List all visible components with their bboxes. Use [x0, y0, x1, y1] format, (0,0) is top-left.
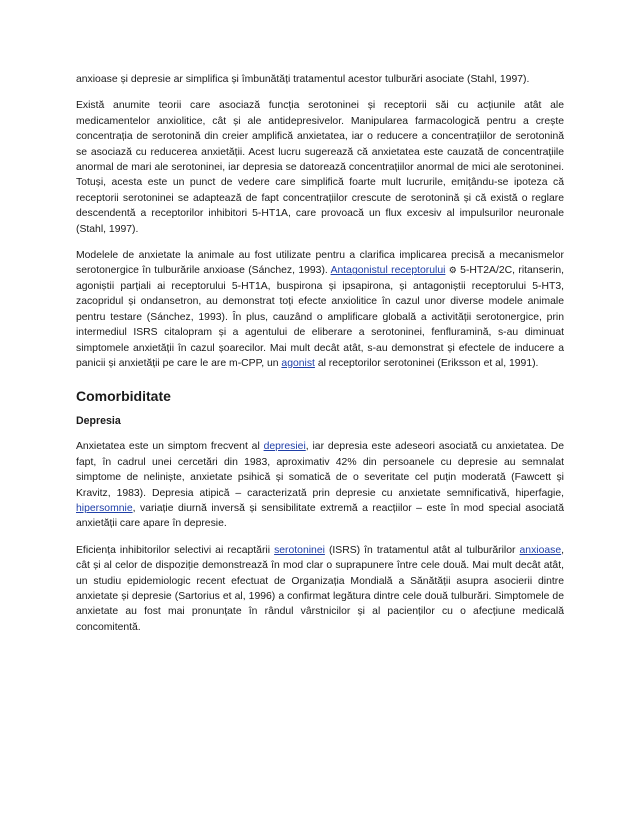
text-segment: (ISRS) în tratamentul atât al tulburărilor	[324, 544, 520, 556]
paragraph-1: anxioase și depresie ar simplifica și îmbunătăți tratamentul acestor tulburări asociate (Stahl, 1997).	[76, 74, 530, 85]
link-depresiei[interactable]: depresiei	[263, 441, 306, 453]
link-anxioase[interactable]: anxioase	[519, 544, 562, 556]
paragraph-4	[76, 439, 564, 531]
heading-depresia: Depresia	[76, 415, 121, 428]
gear-icon: ⚙	[448, 265, 457, 276]
heading-comorbiditate: Comorbiditate	[76, 388, 171, 405]
link-hipersomnie[interactable]: hipersomnie	[76, 502, 133, 514]
paragraph-2: Există anumite teorii care asociază funcția serotoninei și receptorii săi cu acțiunile atât ale medicamentelor anxiolitice, cât și ale antidepresivelor. Manipularea farmacologică pentru a crește concentrația de serotonină din creier amplifică anxietatea, iar o reducere a concentrațiilor de serotonină se asociază cu reducerea anxietății. Acest lucru sugerează că anxietatea este cauzată de concentrațiile anormal de mari ale serotoninei, iar depresia se datorează concentrațiilor anormal de mici ale serotoninei. Totuși, acesta este un punct de vedere care simplifică foarte mult lucrurile, emițându-se ipoteza că receptorii serotoninei se adaptează de fapt concentrațiilor crescute de serotonină și că există o reglare descendentă a receptorilor inhibitori 5-HT1A, care provoacă un flux excesiv al impulsurilor neuronale (Stahl, 1997).	[76, 100, 564, 235]
text-segment: , cât și al celor de dispoziție demonstrează în mod clar o suprapunere între cele două. Mai mult decât atât, un studiu epidemiologic recent efectuat de Organizația Mondială a Sănătății asupra asocierii dintre anxietate și depresie (Sartorius et al, 1996) a confirmat legătura dintre cele două tulburări. Simptomele de anxietate au fost mai pronunțate în rândul vârstnicilor și al pacienților cu o afecțiune medicală concomitentă.	[76, 544, 565, 633]
link-serotoninei[interactable]: serotoninei	[274, 544, 325, 556]
paragraph-3	[76, 248, 564, 371]
link-antagonistul-receptorului[interactable]: Antagonistul receptorului	[330, 265, 446, 277]
text-segment: Anxietatea este un simptom frecvent al	[76, 441, 264, 453]
text-segment: , variație diurnă inversă și sensibilitate extremă a reacțiilor – este în mod special asociată anxietății care apare în depresie.	[76, 502, 564, 530]
document-page	[76, 72, 564, 646]
link-agonist[interactable]: agonist	[281, 357, 315, 369]
text-segment: Eficiența inhibitorilor selectivi ai recaptării	[76, 544, 275, 556]
text-segment: Modelele de anxietate la animale au fost utilizate pentru a clarifica implicarea precisă a mecanismelor serotonergice în tulburările anxioase (Sánchez, 1993).	[76, 250, 564, 277]
text-segment: al receptorilor serotoninei (Eriksson et al, 1991).	[314, 357, 539, 369]
text-segment: , iar depresia este adeseori asociată cu anxietatea. De fapt, în cadrul unei cercetări din 1983, aproximativ 42% din persoanele cu depresie au semnalat simptome de neliniște, anxietate psihică și somatică de o severitate cel puțin moderată (Fawcett și Kravitz, 1983). Depresia atipică – caracterizată prin depresie cu anxietate semnificativă, hiperfagie,	[76, 441, 564, 499]
paragraph-5	[76, 543, 564, 635]
text-segment: 5-HT2A/2C, ritanserin, agoniștii parțiali ai receptorului 5-HT1A, buspirona și ipsapirona, și antagoniștii receptorului 5-HT3, zacopridul și ondansetron, au demonstrat toți efecte anxiolitice în cazul unor diverse modele animale pentru testare (Sánchez, 1993). În plus, cauzând o amplificare globală a activității serotonergice, prin intermediul ISRS citalopram și a agentului de eliberare a serotoninei, fenfluramină, s-au diminuat simptomele anxietății în cazul șoarecilor. Mai mult decât atât, s-au demonstrat și efectele de inducere a panicii și anxietății pe care le are m-CPP, un	[76, 265, 564, 369]
